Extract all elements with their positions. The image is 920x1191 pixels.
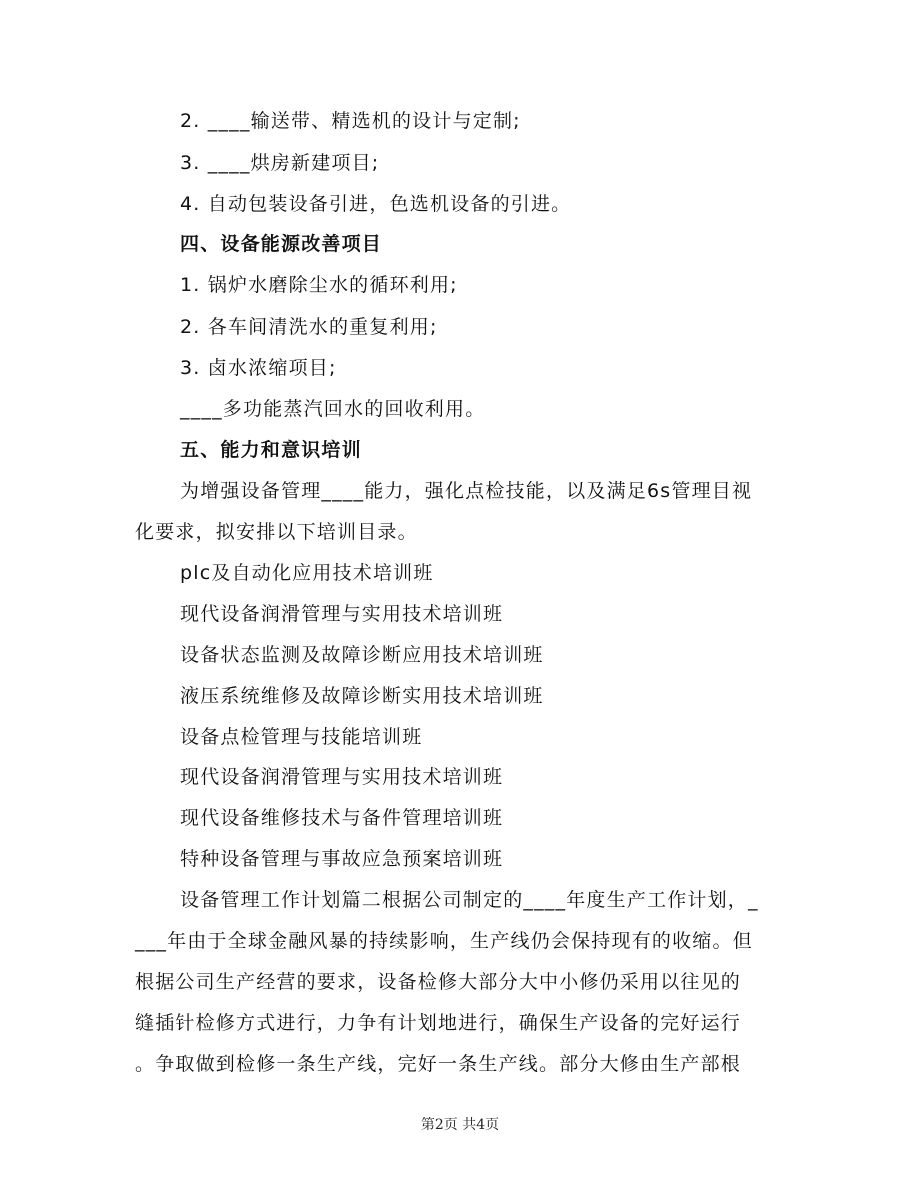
section-heading: 四、设备能源改善项目 bbox=[180, 233, 383, 255]
list-item: 现代设备润滑管理与实用技术培训班 bbox=[180, 603, 504, 625]
list-item: plc及自动化应用技术培训班 bbox=[180, 562, 434, 584]
list-item: 现代设备维修技术与备件管理培训班 bbox=[180, 807, 504, 829]
list-item: 特种设备管理与事故应急预案培训班 bbox=[180, 848, 504, 870]
paragraph-line: 设备管理工作计划篇二根据公司制定的____年度生产工作计划，_ bbox=[180, 889, 759, 911]
list-item: 现代设备润滑管理与实用技术培训班 bbox=[180, 766, 504, 788]
list-item: 液压系统维修及故障诊断实用技术培训班 bbox=[180, 685, 544, 707]
list-item: 2. ____输送带、精选机的设计与定制; bbox=[180, 110, 521, 132]
section-heading: 五、能力和意识培训 bbox=[180, 439, 362, 461]
list-item: 设备状态监测及故障诊断应用技术培训班 bbox=[180, 644, 544, 666]
paragraph-line: 根据公司生产经营的要求，设备检修大部分大中小修仍采用以往见的 bbox=[135, 971, 742, 993]
list-item: 1. 锅炉水磨除尘水的循环利用; bbox=[180, 274, 458, 296]
page-number: 第2页 共4页 bbox=[420, 1117, 500, 1133]
list-item: ____多功能蒸汽回水的回收利用。 bbox=[180, 398, 486, 420]
list-item: 4. 自动包装设备引进，色选机设备的引进。 bbox=[180, 193, 572, 215]
list-item: 设备点检管理与技能培训班 bbox=[180, 726, 423, 748]
paragraph-line: ___年由于全球金融风暴的持续影响，生产线仍会保持现有的收缩。但 bbox=[135, 930, 753, 952]
list-item: 3. 卤水浓缩项目; bbox=[180, 357, 337, 379]
paragraph-line: 为增强设备管理____能力，强化点检技能，以及满足6s管理目视 bbox=[180, 480, 753, 502]
paragraph-line: 。争取做到检修一条生产线，完好一条生产线。部分大修由生产部根 bbox=[135, 1053, 742, 1075]
paragraph-line: 化要求，拟安排以下培训目录。 bbox=[135, 521, 418, 543]
list-item: 2. 各车间清洗水的重复利用; bbox=[180, 316, 438, 338]
list-item: 3. ____烘房新建项目; bbox=[180, 152, 380, 174]
paragraph-line: 缝插针检修方式进行，力争有计划地进行，确保生产设备的完好运行 bbox=[135, 1012, 742, 1034]
